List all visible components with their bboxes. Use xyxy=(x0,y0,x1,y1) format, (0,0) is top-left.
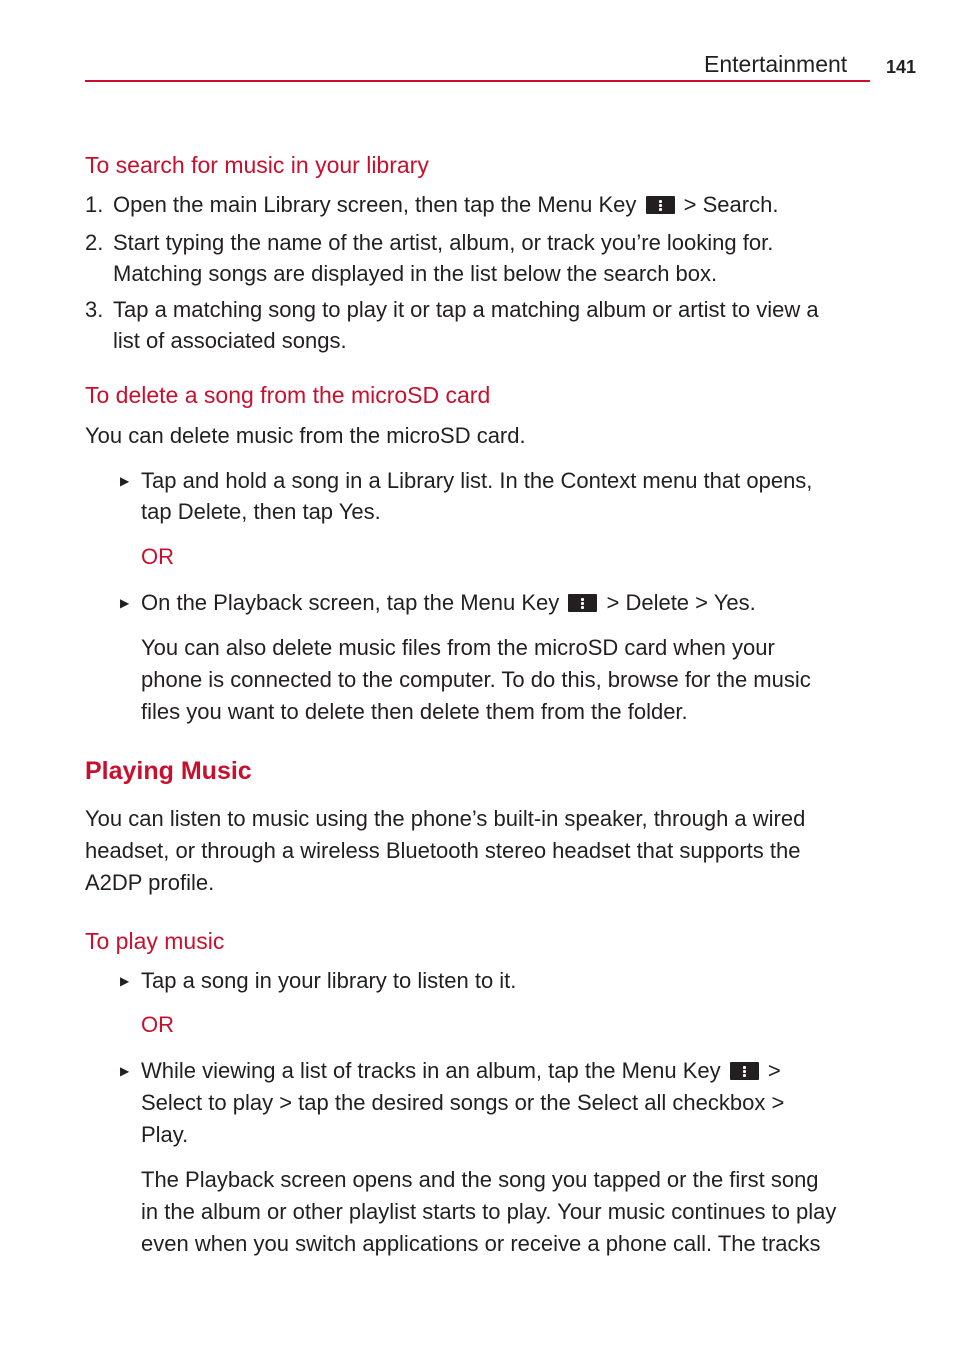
playing-music-intro: You can listen to music using the phone’s built-in speaker, through a wired headset, or through a wireless Bluetooth stereo headset that supports the A2DP profile. xyxy=(85,806,806,895)
running-header-title: Entertainment xyxy=(704,51,848,77)
delete-note: You can also delete music files from the microSD card when your phone is connected to the computer. To do this, browse for the music files you want to delete then delete them from the folder. xyxy=(141,635,811,724)
delete-intro: You can delete music from the microSD card. xyxy=(85,423,526,448)
play-bullet-1: Tap a song in your library to listen to it. xyxy=(141,968,517,993)
playing-music-heading: Playing Music xyxy=(85,757,252,785)
bullet-arrow-icon: ▶ xyxy=(120,1064,130,1078)
header-rule xyxy=(85,80,870,82)
delete-bullet-2: On the Playback screen, tap the Menu Key > Delete > Yes. xyxy=(141,590,756,615)
step-number: 1. xyxy=(85,192,104,217)
step-number: 3. xyxy=(85,297,104,322)
step-number: 2. xyxy=(85,230,104,255)
play-note: The Playback screen opens and the song you tapped or the first song in the album or other playlist starts to play. Your music continues to play even when you switch applications or receive a phone call. The tracks xyxy=(141,1167,837,1256)
menu-key-icon xyxy=(730,1062,759,1080)
bullet-arrow-icon: ▶ xyxy=(120,974,130,988)
search-step-3: Tap a matching song to play it or tap a matching album or artist to view a list of associated songs. xyxy=(113,297,819,353)
search-heading: To search for music in your library xyxy=(85,152,429,178)
menu-key-icon xyxy=(646,196,675,214)
search-step-1: Open the main Library screen, then tap the Menu Key > Search. xyxy=(113,192,779,217)
bullet-arrow-icon: ▶ xyxy=(120,596,130,610)
bullet-arrow-icon: ▶ xyxy=(120,474,130,488)
menu-key-icon xyxy=(568,594,597,612)
play-heading: To play music xyxy=(85,928,225,954)
page-number: 141 xyxy=(886,57,917,77)
search-step-2: Start typing the name of the artist, album, or track you’re looking for. Matching songs are displayed in the list below the search box. xyxy=(113,230,774,286)
play-bullet-2: While viewing a list of tracks in an album, tap the Menu Key > Select to play > tap the desired songs or the Select all checkbox > Play. xyxy=(141,1058,785,1147)
delete-heading: To delete a song from the microSD card xyxy=(85,382,491,408)
delete-bullet-1: Tap and hold a song in a Library list. In the Context menu that opens, tap Delete, then tap Yes. xyxy=(141,468,813,524)
or-separator: OR xyxy=(141,544,174,569)
or-separator: OR xyxy=(141,1012,174,1037)
